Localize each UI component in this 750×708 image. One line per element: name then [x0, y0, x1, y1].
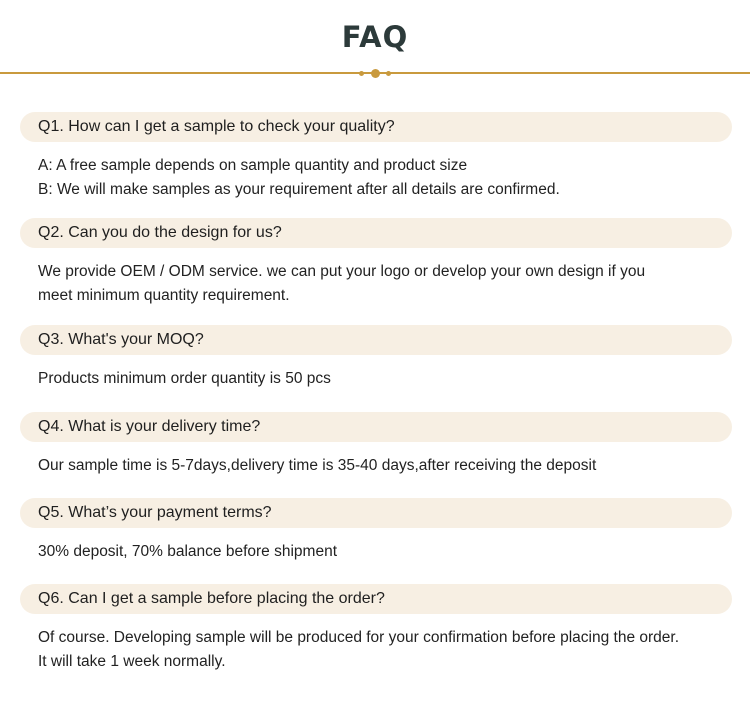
faq-title: FAQ — [341, 20, 409, 54]
faq-question-3: Q3. What's your MOQ? — [20, 325, 732, 355]
faq-answer-3 — [38, 367, 728, 391]
faq-answer-4-line-1: Our sample time is 5-7days,delivery time is 35-40 days,after receiving the deposit — [38, 457, 597, 474]
faq-answer-6-line-1: Of course. Developing sample will be produced for your confirmation before placing the order. — [38, 629, 680, 646]
faq-question-4: Q4. What is your delivery time? — [20, 412, 732, 442]
divider-ornament — [355, 66, 395, 80]
faq-answer-1-line-1: A: A free sample depends on sample quantity and product size — [38, 157, 468, 174]
faq-answer-2-line-1: We provide OEM / ODM service. we can put your logo or develop your own design if you — [38, 263, 646, 280]
faq-answer-1-line-2: B: We will make samples as your requirement after all details are confirmed. — [38, 181, 560, 198]
ornament-dot-center — [371, 69, 380, 78]
faq-question-5: Q5. What’s your payment terms? — [20, 498, 732, 528]
ornament-dot-right — [386, 71, 391, 76]
faq-answer-6 — [38, 626, 728, 674]
faq-answer-1 — [38, 154, 728, 202]
faq-answer-2-line-2: meet minimum quantity requirement. — [38, 287, 290, 304]
faq-answer-5-line-1: 30% deposit, 70% balance before shipment — [38, 543, 338, 560]
faq-answer-2 — [38, 260, 728, 308]
ornament-dot-left — [359, 71, 364, 76]
faq-answer-6-line-2: It will take 1 week normally. — [38, 653, 226, 670]
faq-answer-5 — [38, 540, 728, 564]
faq-question-2: Q2. Can you do the design for us? — [20, 218, 732, 248]
faq-answer-3-line-1: Products minimum order quantity is 50 pcs — [38, 370, 331, 387]
faq-question-1: Q1. How can I get a sample to check your quality? — [20, 112, 732, 142]
faq-question-6: Q6. Can I get a sample before placing the order? — [20, 584, 732, 614]
faq-answer-4 — [38, 454, 728, 478]
